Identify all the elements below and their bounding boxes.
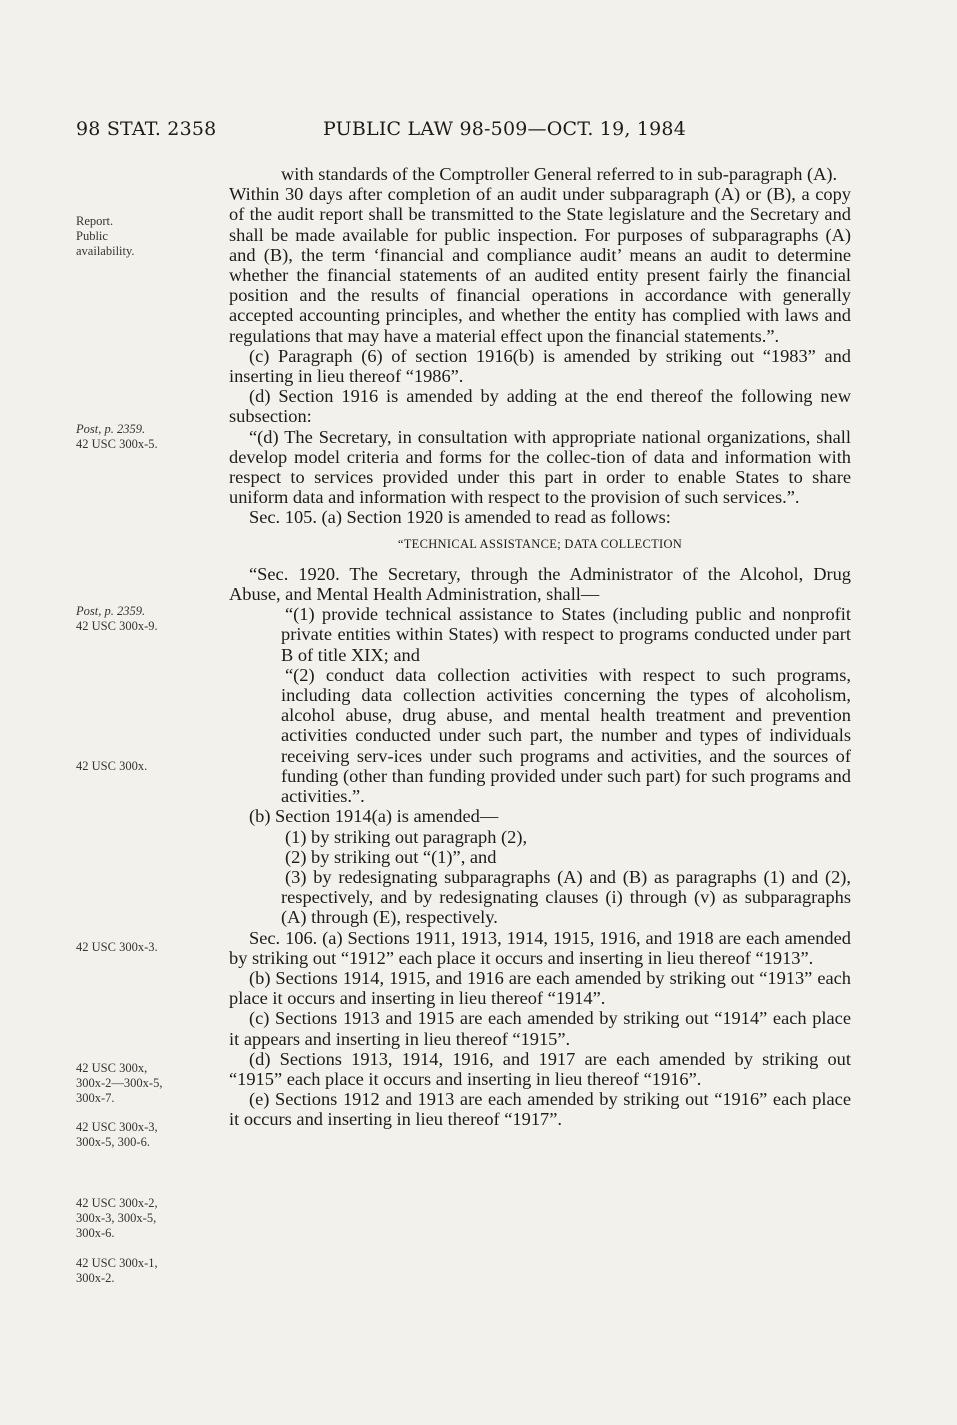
paragraph: (e) Sections 1912 and 1913 are each amended by striking out “1916” each place it occurs and inserting in lieu thereof “1917”. [229,1089,851,1130]
body-text [229,164,851,1130]
margin-note-line: 42 USC 300x-3. [76,940,158,954]
margin-note-line: 42 USC 300x. [76,759,148,773]
paragraph: Within 30 days after completion of an audit under subparagraph (A) or (B), a copy of the audit report shall be transmitted to the State legislature and the Secretary and shall be made available for public inspection. For purposes of subparagraphs (A) and (B), the term ‘financial and compliance audit’ means an audit to determine whether the financial statements of an audited entity present fairly the financial position and the results of financial operations in accordance with generally accepted accounting principles, and whether the entity has complied with laws and regulations that may have a material effect upon the financial statements.”. [229,184,851,346]
margin-note-line: Report. [76,214,114,228]
margin-note-line: 300x-5, 300-6. [76,1135,150,1149]
paragraph: “Sec. 1920. The Secretary, through the Administrator of the Alcohol, Drug Abuse, and Mental Health Administration, shall— [229,563,851,605]
list-item: (1) by striking out paragraph (2), [285,826,528,847]
margin-note-line: 300x-2—300x-5, [76,1076,163,1090]
page-reference: 98 STAT. 2358 [76,118,217,140]
page-title: PUBLIC LAW 98-509—OCT. 19, 1984 [323,118,687,140]
margin-note-sec106-a [76,1061,226,1106]
paragraph: (c) Sections 1913 and 1915 are each amended by striking out “1914” each place it appears and inserting in lieu thereof “1915”. [229,1008,851,1049]
margin-note-line: 42 USC 300x-2, [76,1196,158,1210]
margin-note-post-1 [76,422,226,452]
paragraph: with standards of the Comptroller General referred to in sub-paragraph (A). [281,164,838,184]
margin-note-line: Public [76,229,108,243]
list-item: (2) by striking out “(1)”, and [285,846,497,867]
margin-note-line: 300x-2. [76,1271,115,1285]
list-item: “(1) provide technical assistance to States (including public and nonprofit private entities within States) with respect to programs conducted under part B of title XIX; and [281,604,851,665]
margin-note-line: 300x-6. [76,1226,115,1240]
paragraph: (c) Paragraph (6) of section 1916(b) is amended by striking out “1983” and inserting in lieu thereof “1986”. [229,345,851,387]
margin-note-report [76,214,226,259]
margin-note-usc-300x [76,759,226,774]
list-item: (3) by redesignating subparagraphs (A) and (B) as paragraphs (1) and (2), respectively, and by redesignating clauses (i) through (v) as subparagraphs (A) through (E), respectively. [281,866,851,928]
paragraph: “(d) The Secretary, in consultation with appropriate national organizations, shall develop model criteria and forms for the collec-tion of data and information with respect to services provided under this part in order to enable States to share uniform data and information with respect to the provision of such services.”. [229,426,851,508]
paragraph: (b) Section 1914(a) is amended— [249,806,499,827]
section-106-intro: Sec. 106. (a) Sections 1911, 1913, 1914, 1915, 1916, and 1918 are each amended by striking out “1912” each place it occurs and inserting in lieu thereof “1913”. [229,927,851,968]
section-heading: “TECHNICAL ASSISTANCE; DATA COLLECTION [397,536,683,551]
margin-note-line: 42 USC 300x-5. [76,437,158,451]
margin-note-sec106-d [76,1196,226,1241]
margin-note-line: 42 USC 300x-3, [76,1120,158,1134]
margin-note-line: availability. [76,244,135,258]
margin-note-line: 42 USC 300x-9. [76,619,158,633]
margin-note-line: Post, p. 2359. [76,604,146,618]
margin-note-post-2 [76,604,226,634]
margin-note-line: Post, p. 2359. [76,422,146,436]
margin-note-sec106-e [76,1256,226,1286]
margin-note-sec106-b [76,1120,226,1150]
paragraph: (d) Section 1916 is amended by adding at the end thereof the following new subsection: [229,386,851,427]
paragraph: (d) Sections 1913, 1914, 1916, and 1917 are each amended by striking out “1915” each place it occurs and inserting in lieu thereof “1916”. [229,1048,851,1089]
margin-note-line: 300x-3, 300x-5, [76,1211,157,1225]
margin-note-usc-300x-3 [76,940,226,955]
paragraph: (b) Sections 1914, 1915, and 1916 are each amended by striking out “1913” each place it occurs and inserting in lieu thereof “1914”. [229,967,851,1009]
margin-note-line: 42 USC 300x-1, [76,1256,158,1270]
list-item: “(2) conduct data collection activities with respect to such programs, including data collection activities concerning the types of alcoholism, alcohol abuse, drug abuse, and mental health treatment and prevention activities conducted under such part, the number and types of individuals receiving serv-ices under such programs and activities, and the sources of funding (other than funding provided under such part) for such programs and activities.”. [281,664,851,807]
margin-note-line: 300x-7. [76,1091,115,1105]
section-105-intro: Sec. 105. (a) Section 1920 is amended to read as follows: [249,507,671,528]
margin-note-line: 42 USC 300x, [76,1061,148,1075]
